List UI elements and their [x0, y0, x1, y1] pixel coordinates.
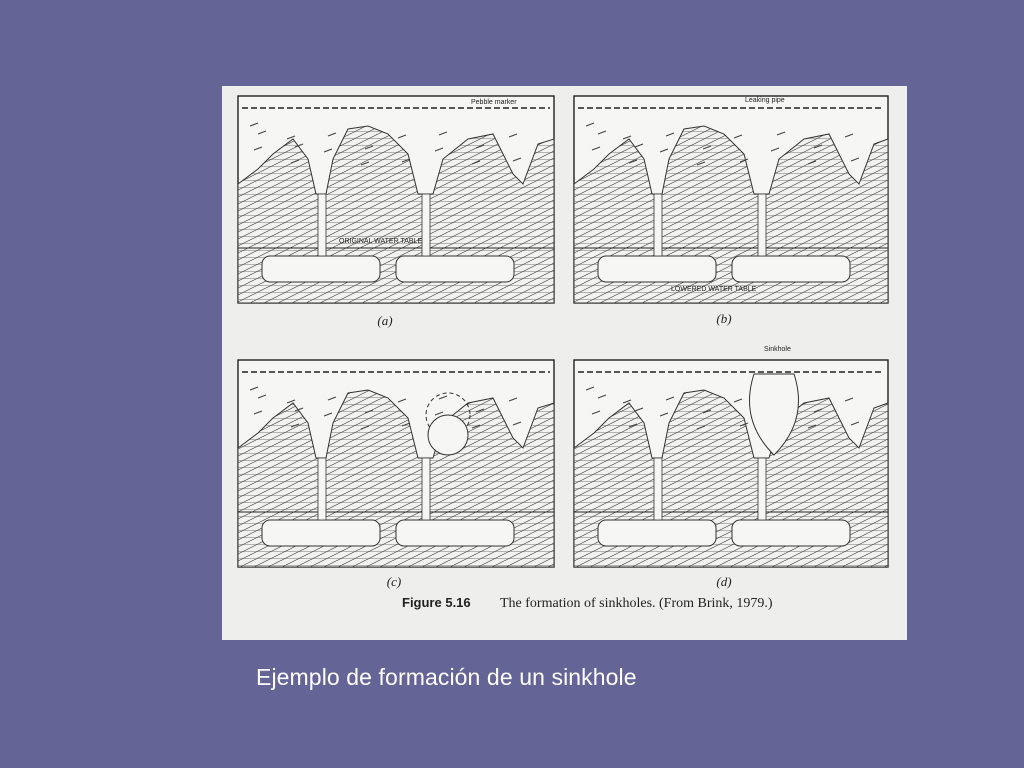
figure-caption: The formation of sinkholes. (From Brink, 1979.)	[500, 596, 773, 611]
sinkhole-label: Sinkhole	[764, 346, 791, 353]
leaking-pipe-label: Leaking pipe	[745, 97, 785, 104]
original-water-table-label: ORIGINAL WATER TABLE	[339, 238, 423, 245]
pebble-marker-label: Pebble marker	[471, 99, 517, 106]
figure-number: Figure 5.16	[402, 595, 471, 610]
lowered-water-table-label: LOWERED WATER TABLE	[671, 286, 757, 293]
panel-d	[574, 360, 888, 567]
panel-a	[238, 96, 554, 303]
panel-label-a: (a)	[377, 313, 393, 328]
panel-b	[574, 96, 888, 303]
slide-caption: Ejemplo de formación de un sinkhole	[256, 664, 637, 690]
panel-label-c: (c)	[386, 574, 402, 589]
panel-label-b: (b)	[716, 311, 732, 326]
panel-label-d: (d)	[716, 574, 732, 589]
panel-c	[238, 360, 554, 567]
sinkhole-figure	[222, 86, 907, 640]
